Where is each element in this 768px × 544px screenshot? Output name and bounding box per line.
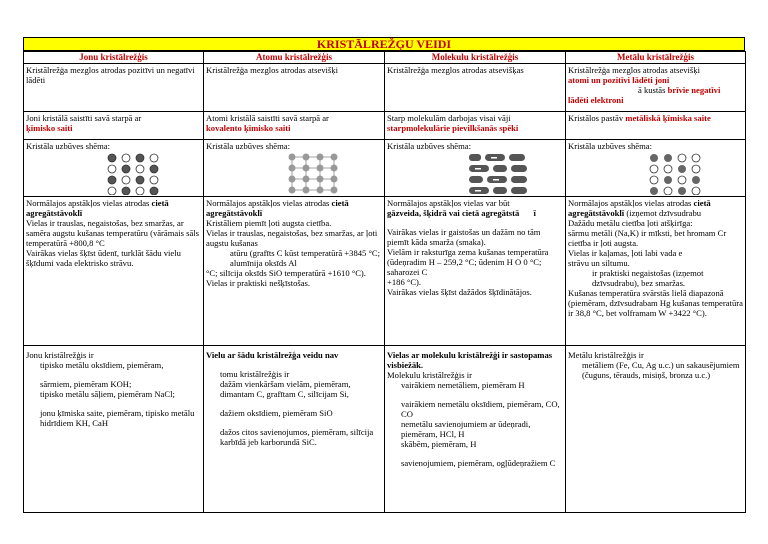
ionic-ex-intro: Jonu kristālrežģis ir <box>26 350 94 360</box>
molecular-lattice-diagram <box>467 153 531 195</box>
metallic-nodes-ions: atomi un pozitīvi lādēti joni <box>568 75 670 85</box>
metallic-nodes-electrons: brīvie negatīvi lādēti elektroni <box>568 85 721 105</box>
molecular-bond-text: Starp molekulām darbojas visai vāji <box>387 113 511 123</box>
atomic-prop-hardness: Kristāliem piemīt ļoti augsta cietība. <box>206 218 332 228</box>
metallic-nodes-text: Kristālrežģa mezglos atrodas atsevišķi <box>568 65 700 75</box>
molecular-bond <box>385 112 566 140</box>
metallic-prop-volatile: ir praktiski negaistošas (izņemot dzīvsudrabu), bez smaržas. <box>592 268 704 288</box>
metallic-bond-text: Kristālos pastāv <box>568 113 624 123</box>
metallic-prop-conduct: strāvu un siltumu. <box>568 258 630 268</box>
atomic-bond-text: Atomi kristālā saistīti savā starpā ar <box>206 113 329 123</box>
metallic-scheme <box>566 140 746 197</box>
atomic-examples <box>204 346 385 513</box>
scheme-label: Kristāla uzbūves shēma: <box>387 141 472 151</box>
molecular-ex-hydrogen: nemetālu savienojumiem ar ūdeņradi, piemēram, HCl, H <box>401 419 531 439</box>
lattice-nodes-row <box>24 64 746 112</box>
scheme-label: Kristāla uzbūves shēma: <box>568 141 653 151</box>
scheme-row <box>24 140 746 197</box>
atomic-prop-state-bold: cietā agregātstāvoklī <box>206 198 349 218</box>
atomic-prop-melting: atūru (grafīts C kūst temperatūrā +3845 °C; alumīnija oksīds Al <box>230 248 381 268</box>
metallic-prop-hardness-examples: sārmu metāli (Na,K) ir mīksti, bet hromam Cr cietība ir ļoti augsta. <box>568 228 727 248</box>
ionic-nodes <box>24 64 204 112</box>
metallic-properties <box>566 197 746 346</box>
atomic-prop-melting-cont: °C; silīcija oksīds SiO temperatūrā +1610 °C). <box>206 268 366 278</box>
atomic-ex-lattice: tomu kristālrežģis ir <box>220 369 290 379</box>
metallic-prop-malleable: Vielas ir kaļamas, ļoti labi vada e <box>568 248 683 258</box>
molecular-ex-intro: Vielas ar molekulu kristālrežģi ir sastopamas visbiežāk. <box>387 350 553 370</box>
atomic-ex-intro: Vielu ar šādu kristālrežģa veidu nav <box>206 350 339 360</box>
atomic-ex-compounds: dažos citos savienojumos, piemēram, silīcija karbīdā jeb karborundā SiC. <box>220 427 374 447</box>
metallic-bond <box>566 112 746 140</box>
atomic-properties <box>204 197 385 346</box>
crystal-lattice-table <box>23 51 746 513</box>
ionic-prop-state: Normālajos apstākļos vielas atrodas <box>26 198 150 208</box>
atomic-ex-oxides: dažiem oksīdiem, piemēram SiO <box>220 408 333 418</box>
molecular-prop-state-bold: gāzveida, šķidrā vai cietā agregātstā <box>387 208 520 218</box>
atomic-scheme <box>204 140 385 197</box>
atomic-bond <box>204 112 385 140</box>
atomic-prop-state: Normālajos apstākļos vielas atrodas <box>206 198 330 208</box>
atomic-lattice-diagram <box>286 153 342 195</box>
atomic-nodes-text: Kristālrežģa mezglos atrodas atsevišķi <box>206 65 338 75</box>
atomic-prop-solubility: Vielas ir praktiski nešķīstošas. <box>206 278 311 288</box>
molecular-ex-organic: savienojumiem, piemēram, ogļūdeņražiem C <box>401 458 556 468</box>
header-metallic: Metālu kristālrežģis <box>566 52 746 64</box>
molecular-ex-nonmetals: vairākiem nemetāliem, piemēram H <box>401 380 525 390</box>
ionic-ex-hydrides: jonu ķīmiska saite, piemēram, tipisko metālu hidrīdiem KH, CaH <box>40 408 195 428</box>
header-row <box>24 52 746 64</box>
atomic-bond-type: kovalento ķīmisko saiti <box>206 123 291 133</box>
atomic-ex-simple: dažām vienkāršam vielām, piemēram, dimantam C, grafītam C, silīcijam Si, <box>220 379 351 399</box>
metallic-prop-hardness: Dažādu metālu cietība ļoti atšķirīga: <box>568 218 693 228</box>
examples-row <box>24 346 746 513</box>
ionic-bond-type: ķīmisko saiti <box>26 123 73 133</box>
molecular-prop-state: Normālajos apstākļos vielas var būt <box>387 198 510 208</box>
molecular-prop-volatile: Vairākas vielas ir gaistošas un dažām no tām piemīt kāda smarža (smaka). <box>387 227 541 247</box>
ionic-prop-state-bold: cietā agregātstāvoklī <box>26 198 169 218</box>
molecular-nodes-text: Kristālrežģa mezglos atrodas atsevišķas <box>387 65 524 75</box>
molecular-properties <box>385 197 566 346</box>
atomic-prop-physical: Vielas ir trauslas, negaistošas, bez smaržas, ar ļoti augstu kušanas <box>206 228 378 248</box>
properties-row <box>24 197 746 346</box>
ionic-ex-oxides: tipisko metālu oksīdiem, piemēram, <box>40 360 164 370</box>
metallic-examples <box>566 346 746 513</box>
molecular-prop-state-end: ī <box>533 208 536 218</box>
molecular-nodes <box>385 64 566 112</box>
ionic-properties <box>24 197 204 346</box>
scheme-label: Kristāla uzbūves shēma: <box>206 141 291 151</box>
metallic-ex-metals: metāliem (Fe, Cu, Ag u.c.) un sakausējumiem (čuguns, tērauds, misiņš, bronza u.c.) <box>582 360 740 380</box>
header-molecular: Molekulu kristālrežģis <box>385 52 566 64</box>
page-title: KRISTĀLREŽĢU VEIDI <box>23 37 745 51</box>
header-atomic: Atomu kristālrežģis <box>204 52 385 64</box>
metallic-nodes-moves: ā kustās <box>638 85 666 95</box>
molecular-prop-melting: Vielām ir raksturīga zema kušanas temperatūra (ūdeņradim H – 259,2 °C; ūdenim H O 0 °C; saharozei C <box>387 247 549 277</box>
ionic-ex-salts: tipisko metālu sāļiem, piemēram NaCl; <box>40 389 175 399</box>
molecular-scheme <box>385 140 566 197</box>
molecular-prop-melting-cont: +186 °C). <box>387 277 422 287</box>
atomic-nodes <box>204 64 385 112</box>
metallic-prop-state-bold: cietā agregātstāvoklī <box>568 198 711 218</box>
ionic-prop-solubility: Vairākas vielas šķīst ūdenī, turklāt šādu vielu šķīdumi vada elektrisko strāvu. <box>26 248 181 268</box>
metallic-prop-melting: Kušanas temperatūra svārstās lielā diapazonā (piemēram, dzīvsudrabam Hg kušanas temperatūra ir 38,8 °C, bet volframam W +3422 °C). <box>568 288 743 318</box>
metallic-prop-state-except: (izņemot dzīvsudrabu <box>626 208 702 218</box>
molecular-examples <box>385 346 566 513</box>
metallic-nodes <box>566 64 746 112</box>
ionic-ex-bases: sārmiem, piemēram KOH; <box>40 379 132 389</box>
ionic-bond-text: Joni kristālā saistīti savā starpā ar <box>26 113 142 123</box>
molecular-ex-acids: skābēm, piemēram, H <box>401 439 477 449</box>
metallic-bond-type: metāliskā ķīmiska saite <box>625 113 711 123</box>
molecular-prop-solubility: Vairākas vielas šķīst dažādos šķīdinātājos. <box>387 287 532 297</box>
header-ionic: Jonu kristālrežģis <box>24 52 204 64</box>
ionic-nodes-text: Kristālrežģa mezglos atrodas pozitīvi un negatīvi lādēti <box>26 65 195 85</box>
ionic-examples <box>24 346 204 513</box>
scheme-label: Kristāla uzbūves shēma: <box>26 141 111 151</box>
bond-row <box>24 112 746 140</box>
metallic-lattice-diagram <box>648 153 704 195</box>
metallic-prop-state: Normālajos apstākļos vielas atrodas <box>568 198 692 208</box>
ionic-scheme <box>24 140 204 197</box>
ionic-prop-physical: Vielas ir trauslas, negaistošas, bez smaržas, ar samēra augstu kušanas temperatūru (vārāmais sāls temperatūrā +800,8 °C <box>26 218 200 248</box>
ionic-bond <box>24 112 204 140</box>
molecular-bond-type: starpmolekulārie pievilkšanās spēki <box>387 123 519 133</box>
molecular-ex-lattice: Molekulu kristālrežģis ir <box>387 370 472 380</box>
molecular-ex-oxides: vairākiem nemetālu oksīdiem, piemēram, CO, CO <box>401 399 560 419</box>
metallic-ex-intro: Metālu kristālrežģis ir <box>568 350 644 360</box>
ionic-lattice-diagram <box>106 153 162 195</box>
